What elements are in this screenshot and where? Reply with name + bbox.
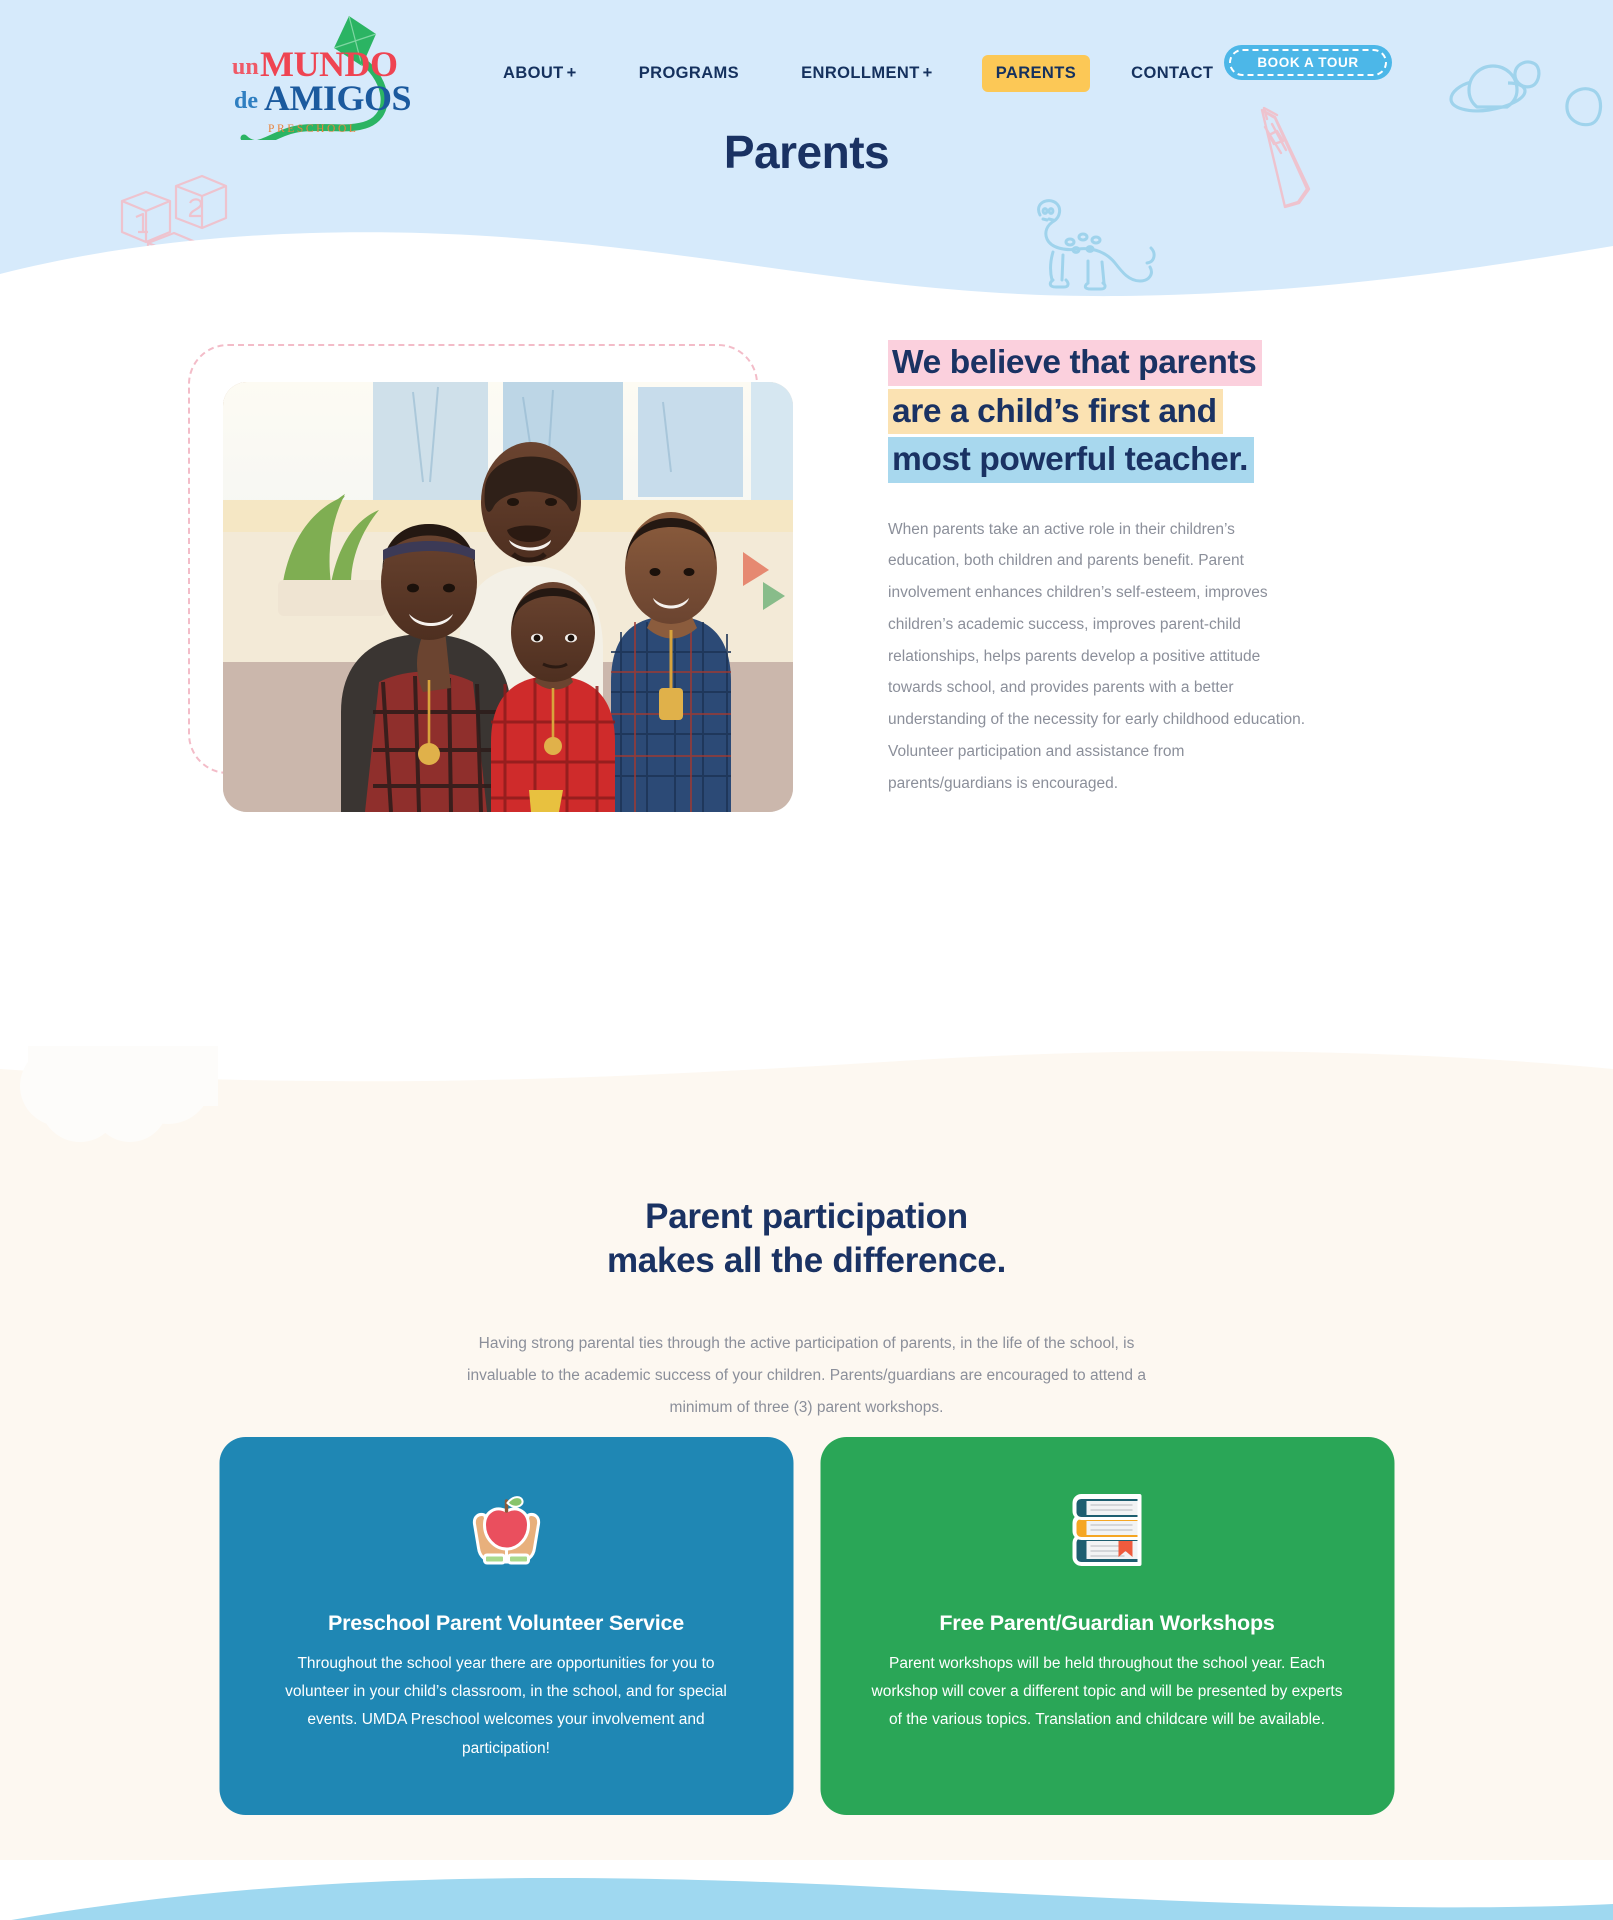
- footer-top-wave: [0, 1870, 1613, 1920]
- main-navigation: [0, 0, 1613, 150]
- book-a-tour-label: BOOK A TOUR: [1257, 55, 1359, 70]
- family-photo: [223, 382, 793, 812]
- nav-item-enrollment-label: ENROLLMENT: [801, 64, 920, 82]
- apple-in-hands-icon: [269, 1493, 743, 1565]
- nav-links: [490, 55, 1262, 92]
- card-preschool-parent-volunteer-service[interactable]: [219, 1437, 793, 1815]
- nav-item-about[interactable]: [490, 57, 590, 90]
- card-title-volunteer: Preschool Parent Volunteer Service: [327, 1611, 685, 1635]
- site-logo[interactable]: [218, 8, 418, 140]
- svg-text:MUNDO: MUNDO: [260, 44, 398, 84]
- nav-item-enrollment[interactable]: [788, 57, 946, 90]
- participation-cards: [219, 1437, 1394, 1815]
- intro-section: [0, 330, 1613, 1040]
- participation-title: [0, 1195, 1613, 1284]
- card-body-volunteer: Throughout the school year there are opportunities for you to volunteer in your child’s classroom, in the school, and for special events. UMDA Preschool welcomes your involvement and participation!: [285, 1655, 727, 1757]
- stacked-books-icon: [870, 1493, 1344, 1565]
- participation-title-line1: Parent participation: [645, 1197, 968, 1236]
- intro-paragraph: When parents take an active role in their children’s education, both children and parents benefit. Parent involvement enhances children’s self-esteem, improves children’s academic success, improves parent-child relationships, helps parents develop a positive attitude towards school, and provides parents with a better understanding of the necessity for early childhood education. Volunteer participation and assistance from parents/guardians is encouraged.: [888, 520, 1306, 792]
- intro-text-column: [888, 340, 1408, 800]
- svg-text:un: un: [232, 54, 259, 80]
- hero-section: [0, 0, 1613, 330]
- footer-wave-section: [0, 1860, 1613, 1920]
- nav-item-programs-label: PROGRAMS: [638, 64, 740, 82]
- participation-subtitle: Having strong parental ties through the active participation of parents, in the life of the school, is invaluable to the academic success of your children. Parents/guardians are encouraged to attend a minimum of three (3) parent workshops.: [467, 1335, 1146, 1416]
- headline-line-1: We believe that parents: [888, 340, 1262, 386]
- headline-line-3: most powerful teacher.: [888, 437, 1254, 483]
- headline-line-2: are a child’s first and: [888, 389, 1223, 435]
- intro-headline: [888, 340, 1408, 486]
- logo-tagline: PRESCHOOL: [268, 123, 359, 135]
- nav-item-programs[interactable]: [626, 57, 752, 90]
- nav-item-about-plus: +: [566, 64, 577, 82]
- card-free-parent-guardian-workshops[interactable]: [820, 1437, 1394, 1815]
- card-title-workshops: Free Parent/Guardian Workshops: [939, 1611, 1275, 1635]
- svg-text:de: de: [234, 88, 258, 114]
- cloud-decoration: [18, 1046, 258, 1166]
- participation-title-line2: makes all the difference.: [606, 1241, 1007, 1281]
- svg-text:AMIGOS: AMIGOS: [264, 78, 412, 118]
- intro-photo-wrapper: [188, 344, 758, 814]
- participation-section: [0, 1040, 1613, 1860]
- book-a-tour-button[interactable]: [1224, 45, 1392, 80]
- card-body-workshops: Parent workshops will be held throughout the school year. Each workshop will cover a different topic and will be presented by experts of the various topics. Translation and childcare will be available.: [871, 1655, 1343, 1729]
- nav-item-parents-label: PARENTS: [995, 64, 1077, 82]
- nav-item-enrollment-plus: +: [922, 64, 933, 82]
- nav-item-contact[interactable]: [1118, 57, 1226, 90]
- hero-bottom-wave: [0, 212, 1613, 330]
- nav-item-about-label: ABOUT: [503, 64, 564, 82]
- nav-item-contact-label: CONTACT: [1131, 64, 1214, 82]
- page-title: Parents: [723, 126, 890, 178]
- nav-item-parents[interactable]: [982, 55, 1090, 92]
